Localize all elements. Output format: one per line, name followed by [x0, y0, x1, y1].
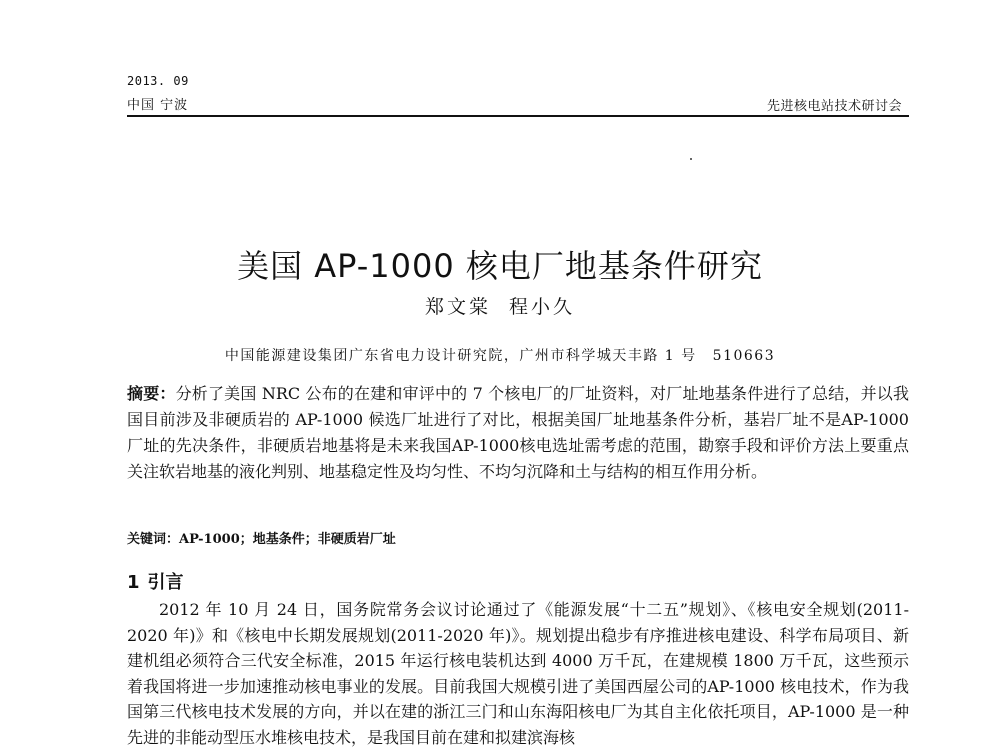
paper-title: 美国 AP-1000 核电厂地基条件研究: [237, 247, 763, 286]
author-name: 程小久: [509, 296, 576, 318]
abstract-text: 分析了美国 NRC 公布的在建和审评中的 7 个核电厂的厂址资料，对厂址地基条件进行了总结，并以我国目前涉及非硬质岩的 AP-1000 候选厂址进行了对比，根据美国厂址地基条件分析，基岩厂址不是AP-1000厂址的先决条件，非硬质岩地基将是未来我国AP-1000核电选址需考虑的范围，勘察手段和评价方法上要重点关注软岩地基的液化判别、地基稳定性及均匀性、不均匀沉降和土与结构的相互作用分析。: [127, 384, 909, 481]
abstract: [127, 381, 909, 485]
section-number: 1: [127, 572, 140, 593]
affiliation-postcode: 510663: [712, 348, 776, 364]
section-title: 引言: [147, 572, 184, 593]
header-rule: [127, 115, 909, 117]
header-location: 中国 宁波: [127, 98, 189, 113]
header-date: 2013. 09: [127, 74, 189, 88]
keywords: [127, 528, 909, 547]
header-conference: 先进核电站技术研讨会: [766, 99, 902, 114]
author-name: 郑文棠: [424, 296, 491, 318]
section-heading: [127, 568, 184, 594]
affiliation-org: 中国能源建设集团广东省电力设计研究院，广州市科学城天丰路 1 号: [224, 348, 697, 364]
abstract-label: 摘要：: [127, 384, 176, 403]
scan-speck: [690, 158, 692, 160]
keywords-label: 关键词：: [127, 532, 180, 547]
affiliation: [0, 345, 1000, 365]
keywords-text: AP-1000；地基条件；非硬质岩厂址: [179, 532, 396, 547]
author-list: [0, 292, 1000, 319]
section-body: 2012 年 10 月 24 日，国务院常务会议讨论通过了《能源发展“十二五”规划》、《核电安全规划(2011-2020 年)》和《核电中长期发展规划(2011-2020 年)》。规划提出稳步有序推进核电建设、科学布局项目、新建机组必须符合三代安全标准，2015 年运行核电装机达到 4000 万千瓦，在建规模 1800 万千瓦，这些预示着我国将进一步加速推动核电事业的发展。目前我国大规模引进了美国西屋公司的AP-1000 核电技术，作为我国第三代核电技术发展的方向，并以在建的浙江三门和山东海阳核电厂为其自主化依托项目，AP-1000 是一种先进的非能动型压水堆核电技术，是我国目前在建和拟建滨海核: [127, 600, 909, 747]
